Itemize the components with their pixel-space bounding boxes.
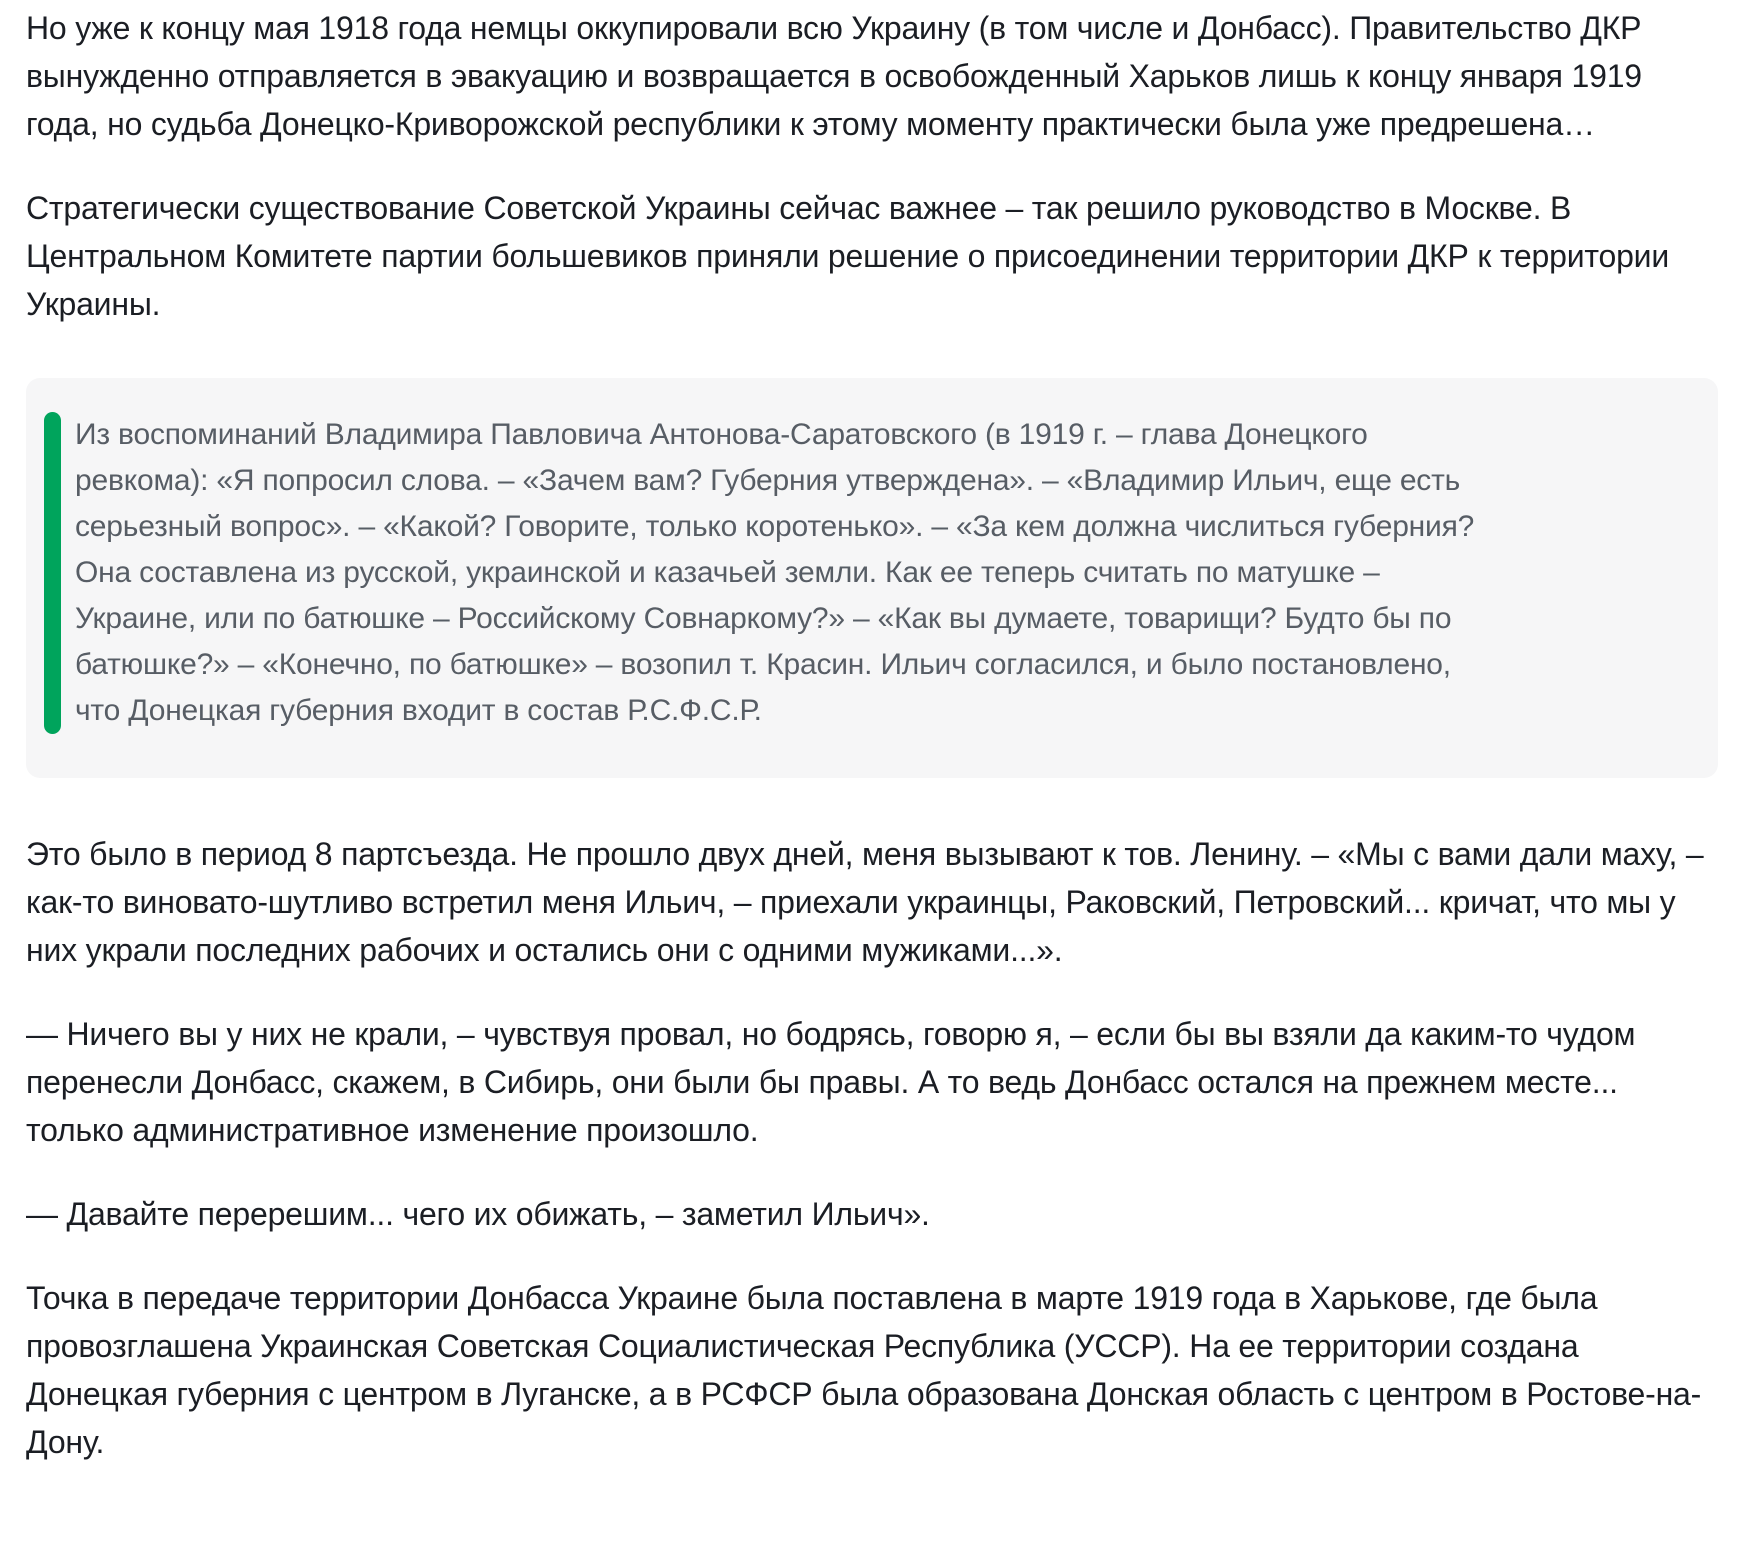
memoir-blockquote <box>26 378 1718 778</box>
quote-text: Из воспоминаний Владимира Павловича Антонова-Саратовского (в 1919 г. – глава Донецкого ревкома): «Я попросил слова. – «Зачем вам? Губерния утверждена». – «Владимир Ильич, еще есть серьезный вопрос». – «Какой? Говорите, только коротенько». – «За кем должна числиться губерния? Она составлена из русской, украинской и казачьей земли. Как ее теперь считать по матушке – Украине, или по батюшке – Российскому Совнаркому?» – «Как вы думаете, товарищи? Будто бы по батюшке?» – «Конечно, по батюшке» – возопил т. Красин. Ильич согласился, и было постановлено, что Донецкая губерния входит в состав Р.С.Ф.С.Р. <box>75 418 1475 727</box>
paragraph-moscow-decision: Стратегически существование Советской Украины сейчас важнее – так решило руководство в Москве. В Центральном Комитете партии большевиков приняли решение о присоединении территории ДКР к территории Украины. <box>26 190 1670 322</box>
paragraph-nothing-stolen: — Ничего вы у них не крали, – чувствуя провал, но бодрясь, говорю я, – если бы вы взяли да каким-то чудом перенесли Донбасс, скажем, в Сибирь, они были бы правы. А то ведь Донбасс остался на прежнем месте... только административное изменение произошло. <box>26 1016 1636 1148</box>
paragraph-german-occupation: Но уже к концу мая 1918 года немцы оккупировали всю Украину (в том числе и Донбасс). Правительство ДКР вынужденно отправляется в эвакуацию и возвращается в освобожденный Харьков лишь к концу января 1919 года, но судьба Донецко-Криворожской республики к этому моменту практически была уже предрешена… <box>26 10 1642 142</box>
paragraph-ussr-proclaimed: Точка в передаче территории Донбасса Украине была поставлена в марте 1919 года в Харькове, где была провозглашена Украинская Советская Социалистическая Республика (УССР). На ее территории создана Донецкая губерния с центром в Луганске, а в РСФСР была образована Донская область с центром в Ростове-на-Дону. <box>26 1280 1702 1460</box>
paragraph-party-congress: Это было в период 8 партсъезда. Не прошло двух дней, меня вызывают к тов. Ленину. – «Мы с вами дали маху, – как-то виновато-шутливо встретил меня Ильич, – приехали украинцы, Раковский, Петровский... кричат, что мы у них украли последних рабочих и остались они с одними мужиками...». <box>26 836 1704 968</box>
paragraph-lenin-remark: — Давайте перерешим... чего их обижать, – заметил Ильич». <box>26 1196 930 1232</box>
quote-accent-bar <box>44 412 61 734</box>
